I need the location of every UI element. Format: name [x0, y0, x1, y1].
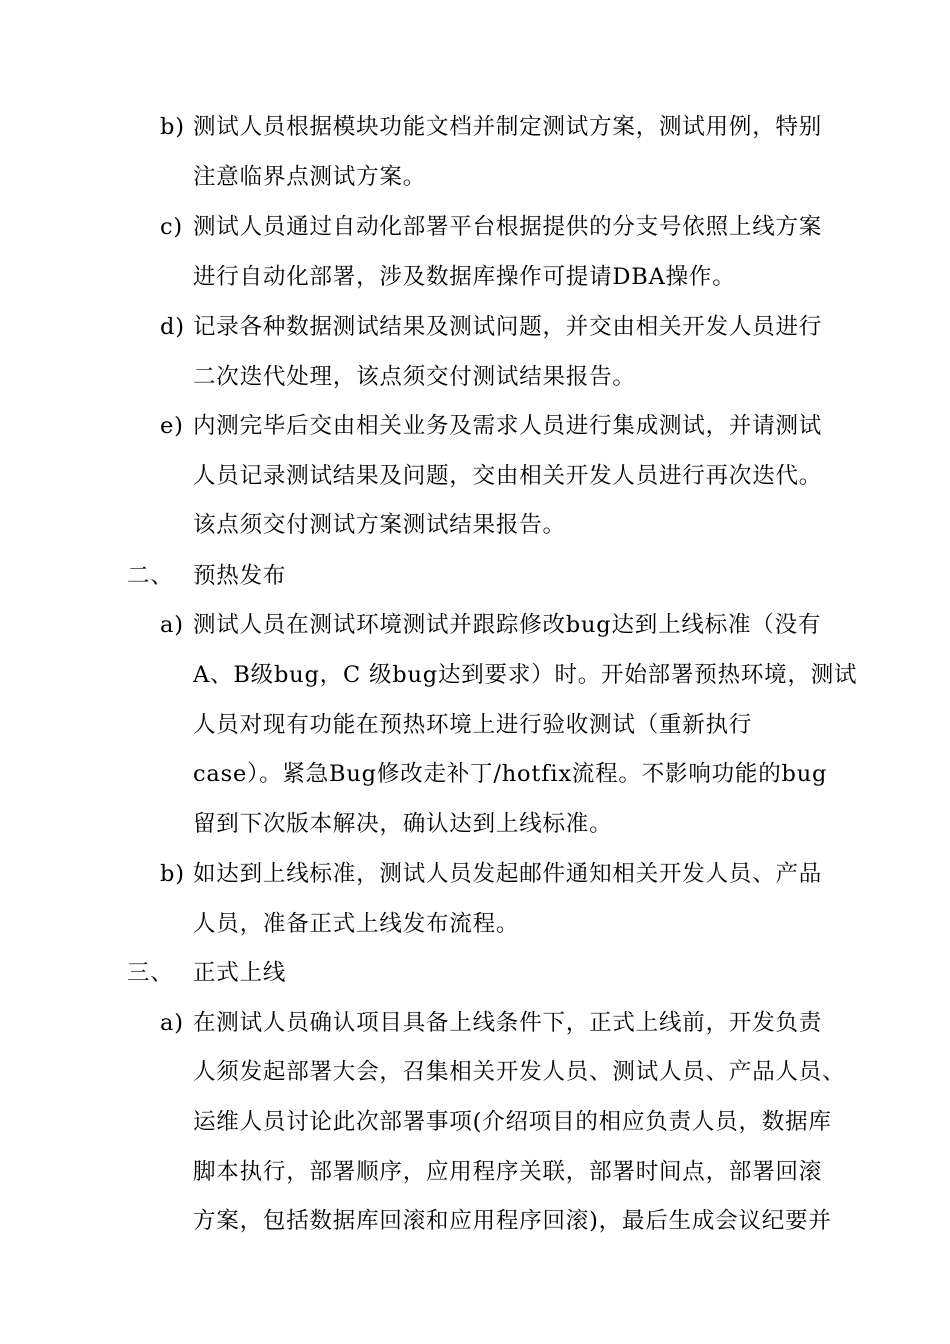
- text-line: 注意临界点测试方案。: [193, 164, 427, 190]
- list-marker: c): [160, 214, 183, 240]
- list-marker: d): [160, 314, 185, 340]
- text-line: 如达到上线标准，测试人员发起邮件通知相关开发人员、产品: [193, 861, 823, 887]
- text-line: 测试人员在测试环境测试并跟踪修改bug达到上线标准（没有: [193, 612, 822, 638]
- text-line: 测试人员通过自动化部署平台根据提供的分支号依照上线方案: [193, 214, 823, 240]
- text-line: 人员对现有功能在预热环境上进行验收测试（重新执行: [193, 712, 753, 738]
- list-marker: e): [160, 413, 184, 439]
- text-line: 运维人员讨论此次部署事项(介绍项目的相应负责人员，数据库: [193, 1109, 832, 1135]
- text-line: 人员记录测试结果及问题，交由相关开发人员进行再次迭代。: [193, 463, 823, 489]
- text-line: 在测试人员确认项目具备上线条件下，正式上线前，开发负责: [193, 1010, 823, 1036]
- list-marker: b): [160, 114, 185, 140]
- text-line: case）。紧急Bug修改走补丁/hotfix流程。不影响功能的bug: [193, 761, 828, 787]
- text-line: 进行自动化部署，涉及数据库操作可提请DBA操作。: [193, 264, 736, 290]
- list-marker: a): [160, 612, 184, 638]
- text-line: 记录各种数据测试结果及测试问题，并交由相关开发人员进行: [193, 314, 823, 340]
- text-line: 方案，包括数据库回滚和应用程序回滚)，最后生成会议纪要并: [193, 1208, 832, 1234]
- section-heading: 预热发布: [193, 563, 287, 589]
- text-line: 该点须交付测试方案测试结果报告。: [193, 512, 566, 538]
- text-line: 人员，准备正式上线发布流程。: [193, 911, 520, 937]
- text-line: 二次迭代处理，该点须交付测试结果报告。: [193, 364, 636, 390]
- text-line: 留到下次版本解决，确认达到上线标准。: [193, 811, 613, 837]
- list-marker: a): [160, 1010, 184, 1036]
- list-marker: b): [160, 861, 185, 887]
- text-line: 脚本执行，部署顺序，应用程序关联，部署时间点，部署回滚: [193, 1159, 823, 1185]
- section-heading: 正式上线: [193, 960, 287, 986]
- section-number: 三、: [127, 960, 174, 986]
- text-line: 内测完毕后交由相关业务及需求人员进行集成测试，并请测试: [193, 413, 823, 439]
- text-line: 人须发起部署大会，召集相关开发人员、测试人员、产品人员、: [193, 1059, 846, 1085]
- section-number: 二、: [127, 563, 174, 589]
- text-line: A、B级bug，C 级bug达到要求）时。开始部署预热环境，测试: [193, 662, 858, 688]
- text-line: 测试人员根据模块功能文档并制定测试方案，测试用例，特别: [193, 114, 823, 140]
